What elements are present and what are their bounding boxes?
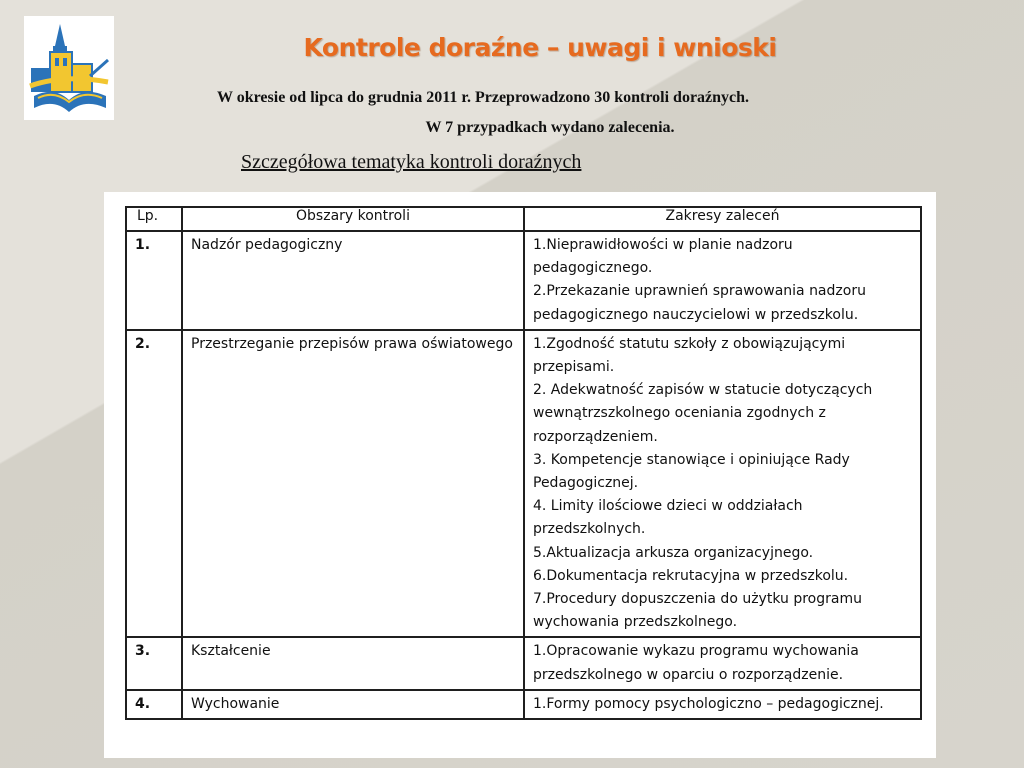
scope-item: 7.Procedury dopuszczenia do użytku programu wychowania przedszkolnego. xyxy=(533,591,862,631)
school-tower-book-logo-icon xyxy=(24,16,114,120)
row-area: Wychowanie xyxy=(182,690,524,719)
table-row xyxy=(126,231,921,330)
summary-line-2: W 7 przypadkach wydano zalecenia. xyxy=(425,119,675,136)
scope-item: 1.Zgodność statutu szkoły z obowiązującymi przepisami. xyxy=(533,335,846,376)
scope-item: 3. Kompetencje stanowiące i opiniujące Rady Pedagogicznej. xyxy=(533,451,850,492)
table-image-frame xyxy=(104,192,936,758)
row-scope xyxy=(524,690,921,719)
row-scope xyxy=(524,330,921,638)
scope-item: 6.Dokumentacja rekrutacyjna w przedszkolu. xyxy=(533,567,849,584)
row-scope xyxy=(524,637,921,689)
row-scope xyxy=(524,231,921,330)
scope-item: 1.Formy pomocy psychologiczno – pedagogicznej. xyxy=(533,695,884,712)
row-lp: 4. xyxy=(126,690,182,719)
summary-line-1: W okresie od lipca do grudnia 2011 r. Przeprowadzono 30 kontroli doraźnych. xyxy=(217,89,750,106)
slide-title: Kontrole doraźne – uwagi i wnioski xyxy=(303,33,777,62)
scope-item: 2. Adekwatność zapisów w statucie dotyczących wewnątrzszkolnego oceniania zgodnych z rozporządzeniem. xyxy=(533,382,873,445)
scope-item: 1.Nieprawidłowości w planie nadzoru pedagogicznego. xyxy=(533,237,793,277)
table-row xyxy=(126,637,921,689)
table-subtitle: Szczegółowa tematyka kontroli doraźnych xyxy=(241,151,582,173)
scope-item: 5.Aktualizacja arkusza organizacyjnego. xyxy=(533,544,814,561)
kuratorium-logo xyxy=(24,16,114,120)
controls-table xyxy=(125,206,922,720)
table-header-row xyxy=(126,207,921,231)
header-scope: Zakresy zaleceń xyxy=(524,207,921,231)
row-area: Przestrzeganie przepisów prawa oświatowego xyxy=(182,330,524,638)
table-row xyxy=(126,690,921,719)
row-area: Nadzór pedagogiczny xyxy=(182,231,524,330)
row-lp: 1. xyxy=(126,231,182,330)
scope-item: 2.Przekazanie uprawnień sprawowania nadzoru pedagogicznego nauczycielowi w przedszkolu. xyxy=(533,283,866,323)
header-lp: Lp. xyxy=(126,207,182,231)
header-area: Obszary kontroli xyxy=(182,207,524,231)
row-lp: 3. xyxy=(126,637,182,689)
scope-item: 4. Limity ilościowe dzieci w oddziałach przedszkolnych. xyxy=(533,498,803,538)
scope-item: 1.Opracowanie wykazu programu wychowania przedszkolnego w oparciu o rozporządzenie. xyxy=(533,643,859,683)
table-row xyxy=(126,330,921,638)
row-area: Kształcenie xyxy=(182,637,524,689)
row-lp: 2. xyxy=(126,330,182,638)
